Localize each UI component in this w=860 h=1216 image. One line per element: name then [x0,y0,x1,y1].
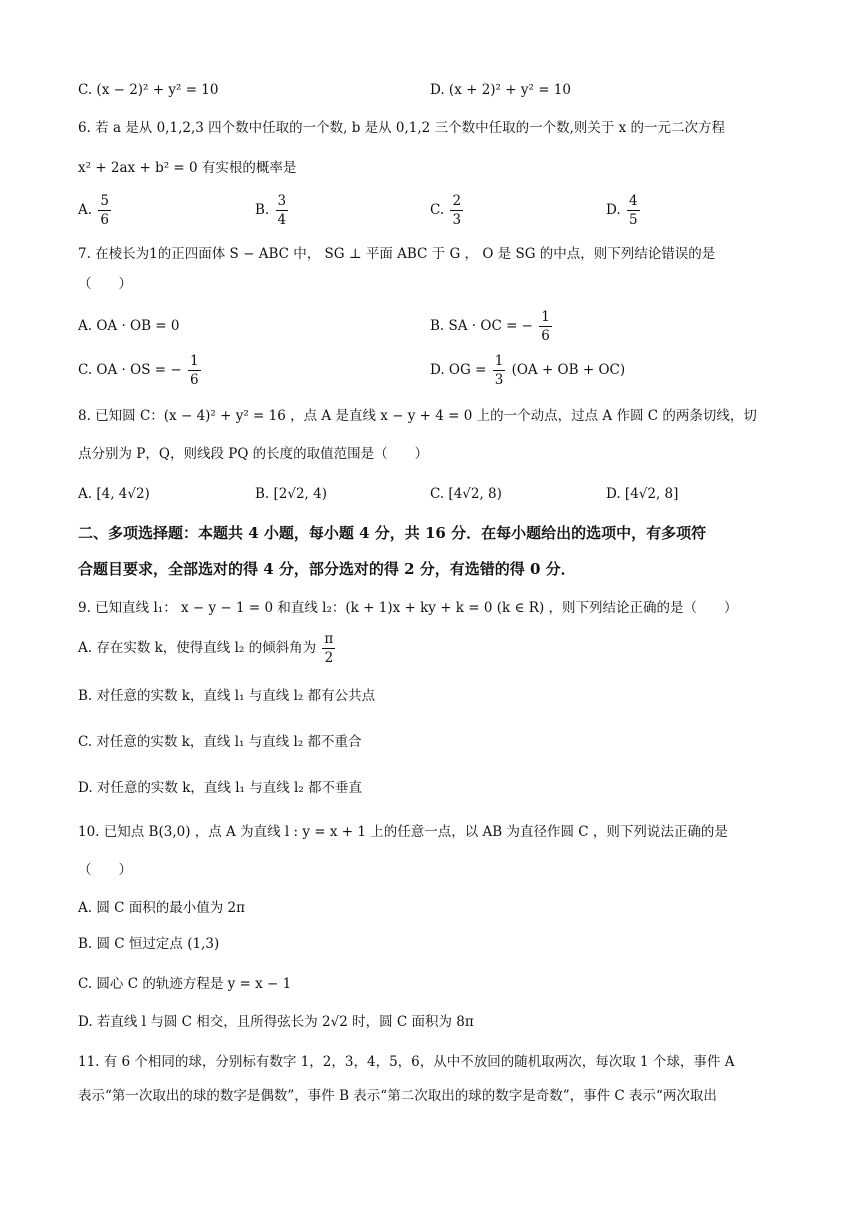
option-text: A. 存在实数 k，使得直线 l₂ 的倾斜角为 [78,640,317,656]
q6-stem-line2: x² + 2ax + b² = 0 有实根的概率是 [78,160,297,176]
q10-stem-line1: 10. 已知点 B(3,0) ，点 A 为直线 l : y = x + 1 上的任意一点，以 AB 为直径作圆 C ，则下列说法正确的是 [78,824,728,840]
q6-stem-line1: 6. 若 a 是从 0,1,2,3 四个数中任取的一个数, b 是从 0,1,2 三个数中任取的一个数,则关于 x 的一元二次方程 [78,120,726,136]
q7-option-a: A. OA · OB = 0 [78,318,180,334]
numerator: 1 [189,353,199,369]
option-text: C. OA · OS = − [78,362,182,378]
fraction [450,192,463,229]
q6-option-a [78,192,113,229]
q9-option-d: D. 对任意的实数 k，直线 l₁ 与直线 l₂ 都不垂直 [78,780,363,796]
q7-option-d [430,352,625,389]
fraction [627,192,640,229]
q6-option-b [255,192,290,229]
q10-stem-line2: （ ） [78,862,132,878]
denominator: 3 [452,212,462,228]
q10-option-c: C. 圆心 C 的轨迹方程是 y = x − 1 [78,976,292,992]
q5-option-c: C. (x − 2)² + y² = 10 [78,82,219,98]
option-letter: C. [430,202,445,218]
fraction [539,308,552,345]
fraction [322,630,335,667]
numerator: π [324,631,334,647]
denominator: 6 [100,212,109,228]
q7-stem-line1: 7. 在棱长为1的正四面体 S − ABC 中， SG ⊥ 平面 ABC 于 G ， O 是 SG 的中点，则下列结论错误的是 [78,246,716,262]
q7-stem-line2: （ ） [78,276,132,292]
denominator: 6 [541,328,550,344]
fraction [98,192,111,229]
option-letter: B. [255,202,270,218]
numerator: 1 [541,309,550,325]
q8-stem-line1: 8. 已知圆 C：(x − 4)² + y² = 16 ，点 A 是直线 x − y + 4 = 0 上的一个动点，过点 A 作圆 C 的两条切线，切 [78,408,757,424]
q8-stem-line2: 点分别为 P，Q，则线段 PQ 的长度的取值范围是（ ） [78,446,429,462]
q9-option-a [78,630,337,667]
denominator: 4 [277,212,287,228]
section2-heading-line1: 二、多项选择题：本题共 4 小题，每小题 4 分，共 16 分．在每小题给出的选项中，有多项符 [78,524,707,542]
q8-option-a: A. [4, 4√2) [78,486,150,502]
section2-heading-line2: 合题目要求，全部选对的得 4 分，部分选对的得 2 分，有选错的得 0 分． [78,560,576,578]
q8-option-c: C. [4√2, 8) [430,486,502,502]
q9-option-b: B. 对任意的实数 k，直线 l₁ 与直线 l₂ 都有公共点 [78,688,376,704]
option-text: B. SA · OC = − [430,318,533,334]
q10-option-d: D. 若直线 l 与圆 C 相交，且所得弦长为 2√2 时，圆 C 面积为 8π [78,1014,474,1030]
option-letter: D. [606,202,621,218]
q9-stem: 9. 已知直线 l₁： x − y − 1 = 0 和直线 l₂：(k + 1)x + ky + k = 0 (k ∈ R) ，则下列结论正确的是（ ） [78,600,738,616]
q6-option-d [606,192,642,229]
q8-option-d: D. [4√2, 8] [606,486,679,502]
numerator: 1 [494,353,504,369]
fraction [188,352,201,389]
q5-option-d: D. (x + 2)² + y² = 10 [430,82,571,98]
denominator: 3 [494,372,504,388]
q7-option-b [430,308,554,345]
option-tail: (OA + OB + OC) [511,362,626,378]
q6-option-c [430,192,465,229]
numerator: 3 [277,193,287,209]
numerator: 4 [628,193,638,209]
option-text: D. OG = [430,362,487,378]
fraction [493,352,506,389]
fraction [276,192,289,229]
q9-option-c: C. 对任意的实数 k，直线 l₁ 与直线 l₂ 都不重合 [78,734,362,750]
denominator: 6 [189,372,199,388]
q11-stem-line1: 11. 有 6 个相同的球，分别标有数字 1，2，3，4，5，6，从中不放回的随机取两次，每次取 1 个球，事件 A [78,1054,735,1070]
numerator: 5 [100,193,109,209]
numerator: 2 [452,193,462,209]
q10-option-a: A. 圆 C 面积的最小值为 2π [78,900,245,916]
denominator: 5 [628,212,638,228]
q7-option-c [78,352,203,389]
q10-option-b: B. 圆 C 恒过定点 (1,3) [78,936,220,952]
q8-option-b: B. [2√2, 4) [255,486,327,502]
denominator: 2 [324,650,334,666]
q11-stem-line2: 表示“第一次取出的球的数字是偶数”，事件 B 表示“第二次取出的球的数字是奇数”，事件 C 表示“两次取出 [78,1088,717,1104]
option-letter: A. [78,202,93,218]
